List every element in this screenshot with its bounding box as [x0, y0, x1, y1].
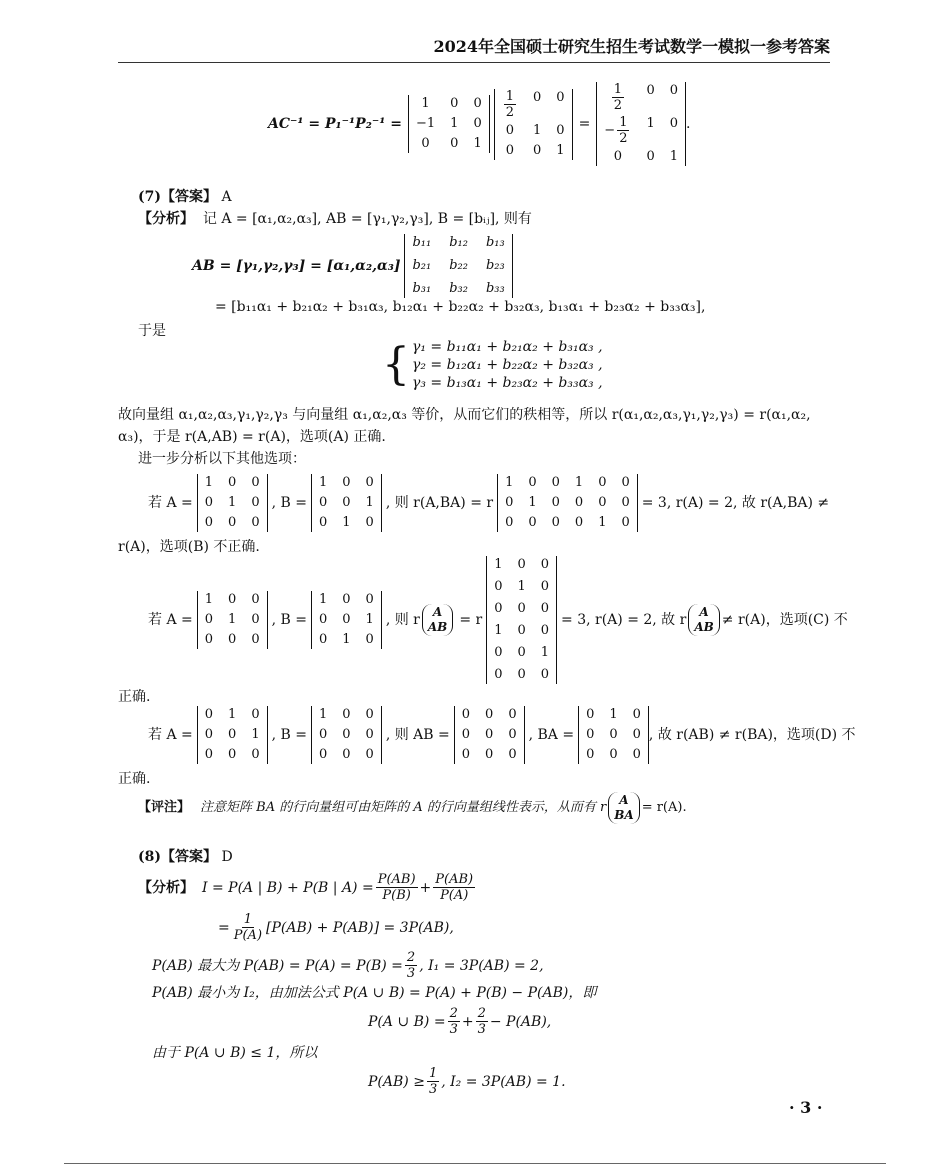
matrix-b: [311, 706, 382, 764]
matrix-entry: b₂₁: [412, 258, 432, 273]
fraction: $\frac{1}{2}$: [505, 88, 514, 120]
matrix-ba: [578, 706, 649, 764]
q7-case-b-next: r(A)，选项(B) 不正确.: [118, 539, 260, 555]
matrix-entry: 0: [540, 667, 550, 682]
matrix-entry: 0: [586, 727, 595, 742]
matrix-entry: b₁₁: [412, 235, 432, 250]
matrix-entry: 0: [540, 579, 550, 594]
q7-answer: (7)【答案】 A: [138, 189, 232, 205]
q8-line-7: P(AB) ≥ $\frac{1}{3}$ , I₂ = 3P(AB) = 1.: [368, 1066, 566, 1097]
matrix-second: $\frac{1}{2}$ 0 0 0 1 0 0 0 1: [494, 89, 573, 160]
q7-further: 进一步分析以下其他选项：: [138, 451, 306, 467]
matrix-entry: 0: [204, 727, 214, 742]
matrix-entry: 0: [540, 601, 550, 616]
matrix-entry: 0: [485, 727, 494, 742]
q7-case-d: 若 A = 0 1 0 0 0 1 0 0 0 , B = 1 0 0 0 0 0 0 0 0 , 则 AB = 0 0 0 0 0 0 0 0 0 , BA = 0 1 0 0 0 0 0 0 0 , 故 r(AB) ≠ r(BA)，选项(D) 不: [148, 707, 856, 762]
matrix-entry: 0: [473, 96, 482, 111]
matrix-entry: 0: [204, 612, 214, 627]
matrix-a: [197, 706, 268, 764]
q8-line-5: P(A ∪ B) = $\frac{2}{3}$ + $\frac{2}{3}$ − P(AB),: [368, 1006, 552, 1037]
matrix-entry: 0: [528, 475, 537, 490]
matrix-entry: 0: [318, 515, 328, 530]
matrix-entry: 0: [494, 579, 503, 594]
matrix-entry: 0: [508, 707, 517, 722]
matrix-entry: 0: [461, 727, 471, 742]
matrix-entry: 0: [228, 592, 237, 607]
matrix-entry: 0: [621, 515, 630, 530]
matrix-entry: 0: [621, 495, 630, 510]
matrix-entry: 0: [365, 632, 374, 647]
matrix-entry: 0: [494, 645, 503, 660]
matrix-entry: 0: [318, 612, 328, 627]
matrix-entry: 0: [598, 475, 607, 490]
matrix-entry: 0: [598, 495, 607, 510]
matrix-entry: b₂₂: [449, 258, 468, 273]
matrix-entry: 0: [632, 747, 641, 762]
matrix-entry: 0: [517, 623, 526, 638]
matrix-entry: 0: [342, 592, 351, 607]
matrix-entry: 1: [598, 515, 607, 530]
q8-line-4: P(AB) 最小为 I₂，由加法公式 P(A ∪ B) = P(A) + P(B) − P(AB)，即: [152, 985, 597, 1001]
matrix-entry: 0: [551, 475, 560, 490]
q7-analysis: 【分析】 记 A = [α₁,α₂,α₃], AB = [γ₁,γ₂,γ₃], B = [bᵢⱼ], 则有: [138, 211, 532, 227]
page-header: 2024年全国硕士研究生招生考试数学一模拟一参考答案: [433, 37, 830, 56]
matrix-entry: 0: [365, 727, 374, 742]
matrix-entry: 0: [632, 707, 641, 722]
matrix-entry: b₃₁: [412, 281, 432, 296]
matrix-entry: 1: [473, 136, 482, 151]
bottom-rule: [64, 1163, 886, 1164]
matrix-entry: 0: [251, 612, 260, 627]
page-number: · 3 ·: [789, 1098, 823, 1117]
matrix-entry: 1: [528, 495, 537, 510]
matrix-entry: 0: [574, 515, 584, 530]
matrix-entry: 0: [318, 495, 328, 510]
q7-note: 【评注】 注意矩阵 BA 的行向量组可由矩阵的 A 的行向量组线性表示，从而有 r A BA = r(A).: [138, 793, 687, 822]
q8-line-2: = $\frac{1}{P(A)}$ [P(AB) + P(AB)] = 3P(AB),: [218, 912, 454, 943]
matrix-entry: 0: [485, 707, 494, 722]
matrix-entry: 0: [632, 727, 641, 742]
matrix-entry: 0: [228, 475, 237, 490]
matrix-entry: 0: [204, 707, 214, 722]
matrix-entry: 1: [505, 475, 514, 490]
q7-conclusion-1: 故向量组 α₁,α₂,α₃,γ₁,γ₂,γ₃ 与向量组 α₁,α₂,α₃ 等价，从而它们的秩相等，所以 r(α₁,α₂,α₃,γ₁,γ₂,γ₃) = r(α₁,α₂,: [118, 407, 811, 423]
matrix-result: $\frac{1}{2}$ 0 0 − $\frac{1}{2}$ 1 0 0 0 1: [596, 82, 686, 166]
matrix-entry: 0: [494, 667, 503, 682]
matrix-entry: b₃₂: [449, 281, 468, 296]
matrix-entry: 0: [574, 495, 584, 510]
matrix-entry: 0: [485, 747, 494, 762]
matrix-entry: 0: [609, 727, 618, 742]
matrix-entry: 1: [574, 475, 584, 490]
matrix-entry: 1: [365, 495, 374, 510]
matrix-entry: 0: [228, 515, 237, 530]
matrix-entry: 1: [494, 623, 503, 638]
fraction: $\frac{1}{2}$: [613, 82, 623, 113]
matrix-entry: 0: [342, 727, 351, 742]
matrix-entry: 0: [365, 515, 374, 530]
matrix-entry: 1: [365, 612, 374, 627]
matrix-entry: 0: [508, 727, 517, 742]
matrix-entry: −1: [415, 116, 436, 131]
matrix-a-ba: [497, 474, 638, 532]
matrix-entry: b₁₂: [449, 235, 468, 250]
matrix-entry: 0: [204, 632, 214, 647]
matrix-a: [197, 474, 268, 532]
matrix-entry: 0: [228, 727, 237, 742]
matrix-b: [311, 474, 382, 532]
matrix-entry: 1: [228, 495, 237, 510]
matrix-entry: 1: [421, 96, 430, 111]
matrix-p-inverse: [408, 95, 490, 153]
block-vector: A AB: [688, 604, 719, 636]
matrix-entry: 0: [342, 495, 351, 510]
matrix-entry: 0: [251, 747, 260, 762]
q7-yushi: 于是: [138, 323, 166, 339]
matrix-entry: 1: [494, 557, 503, 572]
matrix-entry: 0: [251, 707, 260, 722]
matrix-a-ab: [486, 556, 557, 684]
matrix-entry: 1: [318, 475, 328, 490]
matrix-entry: 0: [204, 515, 214, 530]
matrix-entry: 0: [342, 707, 351, 722]
matrix-entry: b₂₃: [485, 258, 505, 273]
matrix-entry: 1: [318, 592, 328, 607]
matrix-entry: 0: [318, 727, 328, 742]
matrix-b: [311, 591, 382, 649]
matrix-entry: 0: [342, 747, 351, 762]
q8-line-3: P(AB) 最大为 P(AB) = P(A) = P(B) = $\frac{2}{3}$ , I₁ = 3P(AB) = 2,: [152, 950, 544, 981]
matrix-entry: 0: [365, 475, 374, 490]
matrix-entry: 0: [251, 592, 260, 607]
matrix-entry: 0: [517, 557, 526, 572]
matrix-entry: 1: [450, 116, 459, 131]
matrix-entry: 0: [228, 747, 237, 762]
q7-conclusion-2: α₃)，于是 r(A,AB) = r(A)，选项(A) 正确.: [118, 429, 386, 445]
q7-case-b: 若 A = 1 0 0 0 1 0 0 0 0 , B = 1 0 0 0 0 1 0 1 0 , 则 r(A,BA) = r 1 0 0 1 0 0 0 1 0 0 0 0 0 0 0 0 1 0 = 3, r(A) = 2, 故 r(A,BA) ≠: [148, 475, 830, 530]
q8-line-6: 由于 P(A ∪ B) ≤ 1，所以: [152, 1045, 318, 1061]
matrix-entry: 0: [342, 475, 351, 490]
matrix-entry: 0: [494, 601, 503, 616]
matrix-entry: 0: [551, 515, 560, 530]
matrix-b: [404, 234, 512, 298]
matrix-entry: 1: [318, 707, 328, 722]
matrix-entry: 0: [365, 592, 374, 607]
matrix-entry: 0: [586, 747, 595, 762]
matrix-ab: [454, 706, 525, 764]
matrix-a: [197, 591, 268, 649]
matrix-entry: 0: [318, 747, 328, 762]
matrix-entry: 0: [461, 747, 471, 762]
q8-line-1: 【分析】 I = P(A | B) + P(B | A) = $\frac{P(AB)}{P(B)}$ + $\frac{P(AB)}{P(A)}$: [138, 872, 474, 903]
q7-ab-expanded: = [b₁₁α₁ + b₂₁α₂ + b₃₁α₃, b₁₂α₁ + b₂₂α₂ + b₃₂α₃, b₁₃α₁ + b₂₃α₂ + b₃₃α₃],: [215, 299, 706, 315]
matrix-entry: 1: [228, 612, 237, 627]
matrix-entry: 0: [551, 495, 560, 510]
matrix-entry: 1: [517, 579, 526, 594]
q7-system: { γ₁ = b₁₁α₁ + b₂₁α₂ + b₃₁α₃ , γ₂ = b₁₂α₁ + b₂₂α₂ + b₃₂α₃ , γ₃ = b₁₃α₁ + b₂₃α₂ + b₃₃α₃ ,: [382, 339, 603, 391]
equals-sign: =: [578, 116, 591, 132]
q7-case-d-next: 正确.: [118, 771, 151, 787]
top-eq-lhs: AC⁻¹ = P₁⁻¹P₂⁻¹ =: [268, 116, 402, 132]
matrix-entry: 0: [204, 747, 214, 762]
matrix-entry: 0: [586, 707, 595, 722]
matrix-entry: 0: [540, 623, 550, 638]
matrix-entry: 0: [621, 475, 630, 490]
top-equation: [268, 82, 691, 166]
matrix-entry: 1: [540, 645, 550, 660]
matrix-entry: 0: [342, 612, 351, 627]
matrix-entry: 0: [528, 515, 537, 530]
matrix-entry: 0: [228, 632, 237, 647]
matrix-entry: 0: [450, 136, 459, 151]
matrix-entry: 1: [609, 707, 618, 722]
matrix-entry: 0: [251, 632, 260, 647]
matrix-entry: 0: [540, 557, 550, 572]
matrix-entry: b₃₃: [485, 281, 505, 296]
matrix-entry: 1: [228, 707, 237, 722]
matrix-entry: 0: [517, 601, 526, 616]
matrix-entry: 0: [365, 747, 374, 762]
matrix-entry: 1: [251, 727, 260, 742]
matrix-entry: 0: [251, 495, 260, 510]
matrix-entry: 0: [517, 645, 526, 660]
matrix-entry: 0: [508, 747, 517, 762]
matrix-entry: 0: [318, 632, 328, 647]
matrix-entry: 0: [505, 495, 514, 510]
q7-case-c: 若 A = 1 0 0 0 1 0 0 0 0 , B = 1 0 0 0 0 1 0 1 0 , 则 r A AB = r 1 0 0 0 1 0 0 0 0 1 0 0 0 0 1 0 0 0 = 3, r(A) = 2, 故 r A AB ≠ r(A)，选项(C) 不: [148, 557, 848, 682]
matrix-entry: b₁₃: [485, 235, 505, 250]
header-rule: [118, 62, 830, 63]
matrix-entry: 1: [204, 475, 214, 490]
q7-case-c-next: 正确.: [118, 689, 151, 705]
matrix-entry: 0: [421, 136, 430, 151]
matrix-entry: 0: [473, 116, 482, 131]
matrix-entry: 0: [505, 515, 514, 530]
q8-answer: (8)【答案】 D: [138, 849, 233, 865]
matrix-entry: 0: [251, 515, 260, 530]
matrix-entry: 0: [251, 475, 260, 490]
matrix-entry: 0: [517, 667, 526, 682]
block-vector: A AB: [422, 604, 453, 636]
matrix-entry: 0: [204, 495, 214, 510]
matrix-entry: 0: [365, 707, 374, 722]
matrix-entry: 0: [450, 96, 459, 111]
period: .: [686, 116, 691, 132]
matrix-entry: 1: [342, 632, 351, 647]
matrix-entry: 0: [609, 747, 618, 762]
matrix-entry: 1: [342, 515, 351, 530]
block-vector: A BA: [608, 792, 639, 824]
matrix-entry: 1: [204, 592, 214, 607]
matrix-entry: 0: [461, 707, 471, 722]
q7-ab-equation: AB = [γ₁,γ₂,γ₃] = [α₁,α₂,α₃] b₁₁ b₁₂ b₁₃ b₂₁ b₂₂ b₂₃ b₃₁ b₃₂ b₃₃: [192, 234, 513, 298]
